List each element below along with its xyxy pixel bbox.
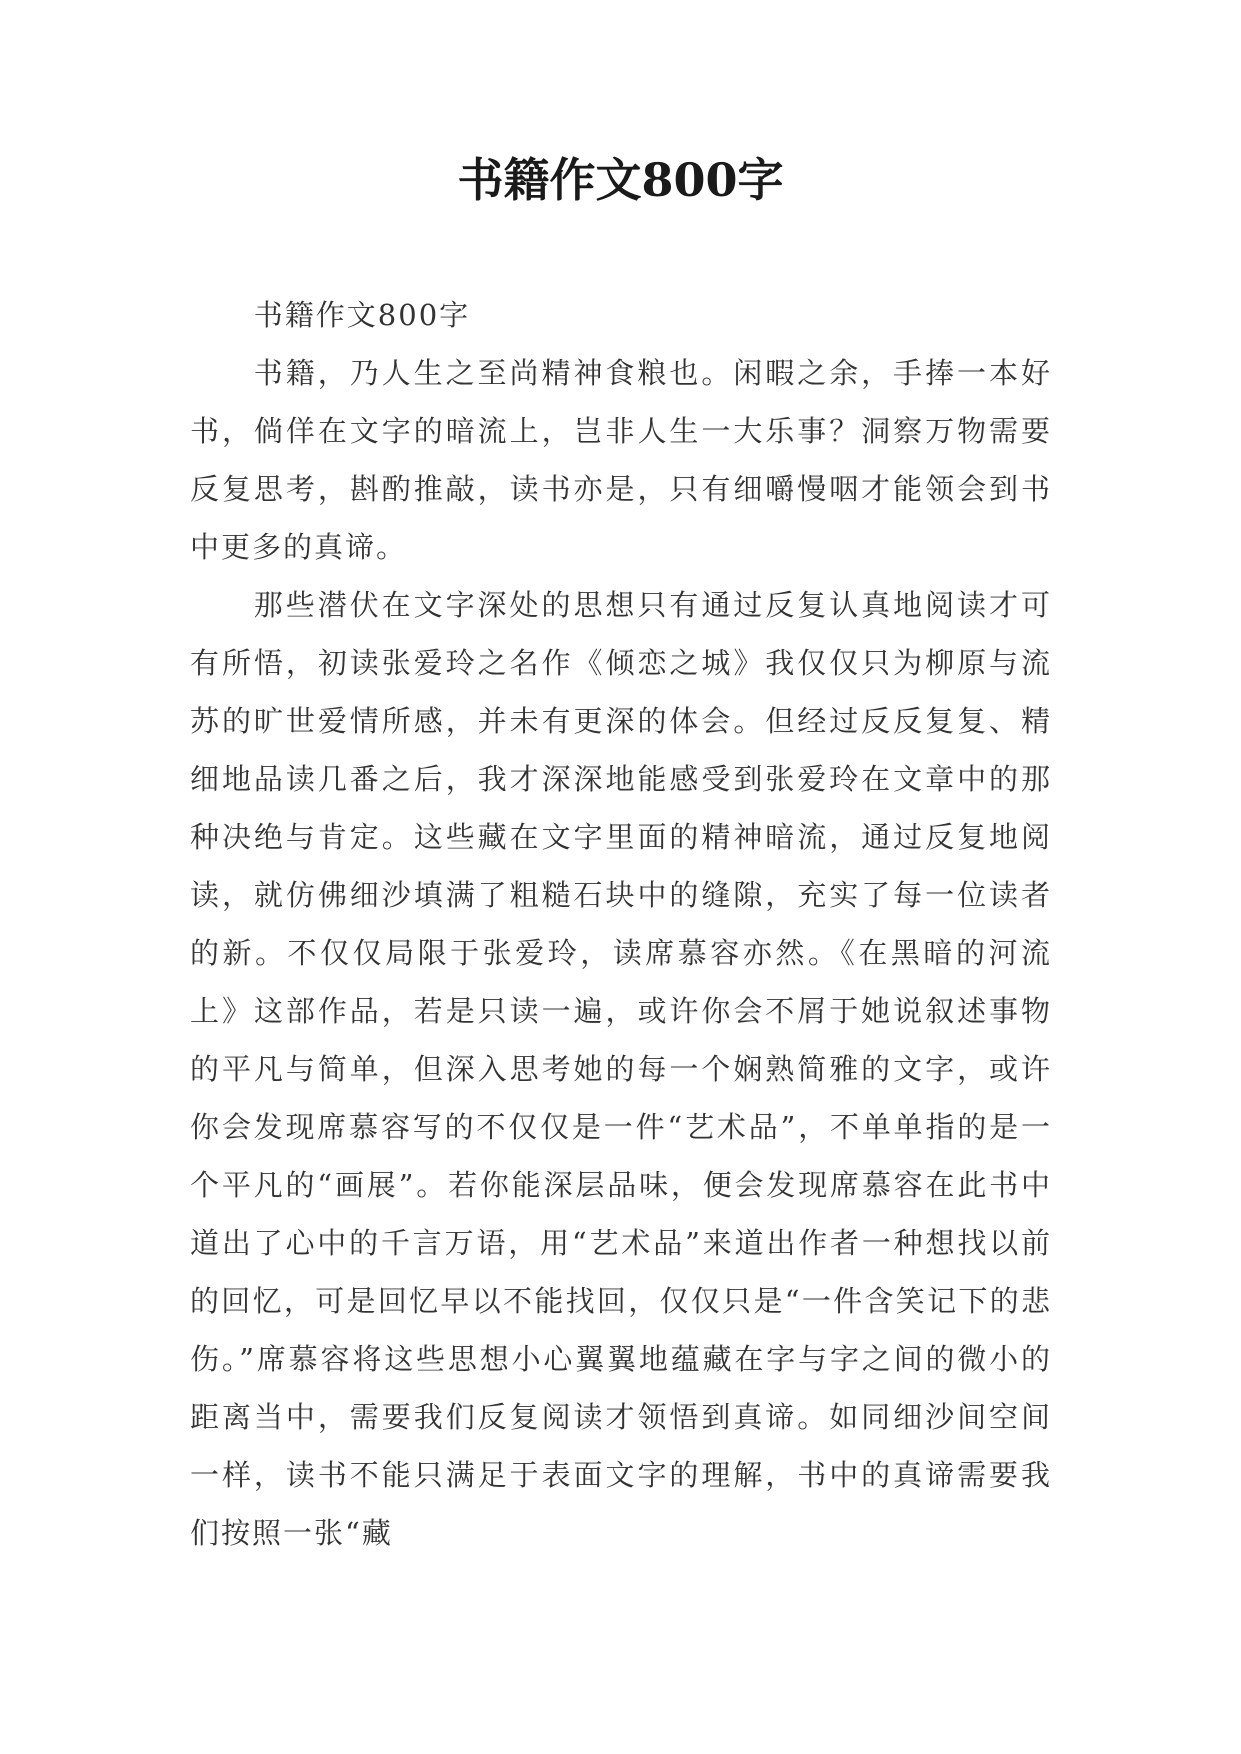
document-body bbox=[190, 286, 1052, 1562]
paragraph-intro: 书籍，乃人生之至尚精神食粮也。闲暇之余，手捧一本好书，倘佯在文字的暗流上，岂非人生一大乐事？洞察万物需要反复思考，斟酌推敲，读书亦是，只有细嚼慢咽才能领会到书中更多的真谛。 bbox=[190, 356, 1052, 564]
paragraph-main: 那些潜伏在文字深处的思想只有通过反复认真地阅读才可有所悟，初读张爱玲之名作《倾恋之城》我仅仅只为柳原与流苏的旷世爱情所感，并未有更深的体会。但经过反反复复、精细地品读几番之后，我才深深地能感受到张爱玲在文章中的那种决绝与肯定。这些藏在文字里面的精神暗流，通过反复地阅读，就仿佛细沙填满了粗糙石块中的缝隙，充实了每一位读者的新。不仅仅局限于张爱玲，读席慕容亦然。《在黑暗的河流上》这部作品，若是只读一遍，或许你会不屑于她说叙述事物的平凡与简单，但深入思考她的每一个娴熟简雅的文字，或许你会发现席慕容写的不仅仅是一件“艺术品”，不单单指的是一个平凡的“画展”。若你能深层品味，便会发现席慕容在此书中道出了心中的千言万语，用“艺术品”来道出作者一种想找以前的回忆，可是回忆早以不能找回，仅仅只是“一件含笑记下的悲伤。”席慕容将这些思想小心翼翼地蕴藏在字与字之间的微小的距离当中，需要我们反复阅读才领悟到真谛。如同细沙间空间一样，读书不能只满足于表面文字的理解，书中的真谛需要我们按照一张“藏 bbox=[190, 588, 1052, 1550]
document-title: 书籍作文800字 bbox=[457, 153, 784, 207]
paragraph-subtitle: 书籍作文800字 bbox=[253, 298, 471, 332]
